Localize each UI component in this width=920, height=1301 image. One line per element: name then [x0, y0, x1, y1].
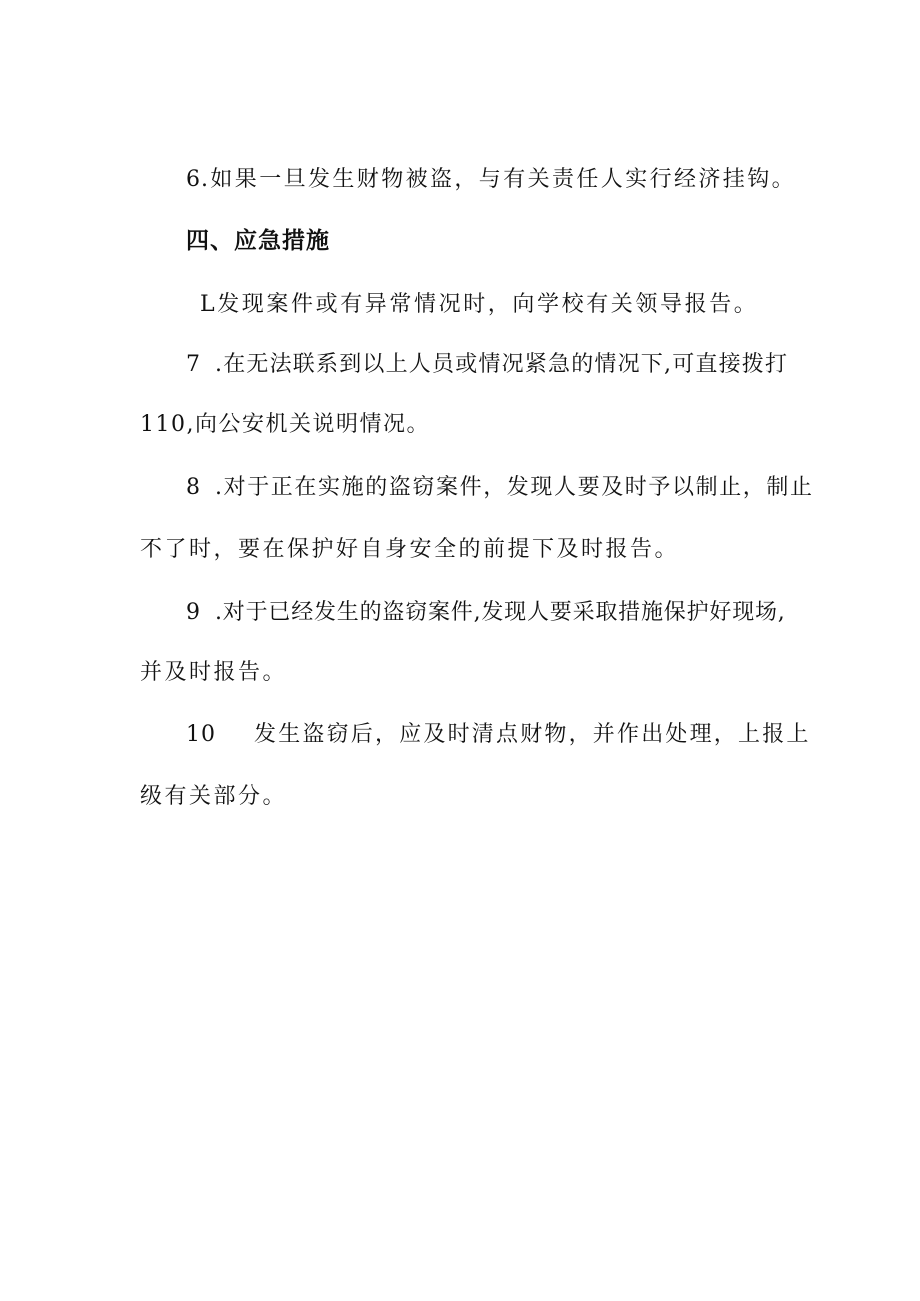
item-10-line-1	[186, 720, 811, 750]
item-8-line-1	[186, 473, 814, 503]
item-9-number: 9	[186, 600, 201, 625]
item-8-number: 8	[186, 475, 201, 500]
item-8-text-1: .对于正在实施的盗窃案件，发现人要及时予以制止，制止	[215, 475, 814, 500]
item-9-line-2: 并及时报告。	[140, 660, 288, 685]
item-6-number: 6	[186, 167, 201, 192]
item-10-line-2: 级有关部分。	[140, 784, 288, 809]
item-7-number: 7	[186, 352, 201, 377]
item-7-line-1	[186, 350, 788, 380]
item-7-text-1: .在无法联系到以上人员或情况紧急的情况下,可直接拨打	[215, 352, 789, 377]
item-9-line-1	[186, 598, 786, 628]
item-7-line-2: 110,向公安机关说明情况。	[140, 412, 430, 437]
item-9-text-1: .对于已经发生的盗窃案件,发现人要采取措施保护好现场,	[215, 600, 786, 625]
item-l-line: L发现案件或有异常情况时，向学校有关领导报告。	[200, 292, 759, 317]
item-10-number: 10	[186, 722, 216, 747]
section-heading: 四、应急措施	[186, 228, 330, 254]
item-6-line	[186, 165, 796, 195]
item-6-text: .如果一旦发生财物被盗，与有关责任人实行经济挂钩。	[201, 167, 796, 192]
item-8-line-2: 不了时，要在保护好自身安全的前提下及时报告。	[140, 537, 680, 562]
item-10-text-1: 发生盗窃后，应及时清点财物，并作出处理，上报上	[254, 722, 811, 747]
